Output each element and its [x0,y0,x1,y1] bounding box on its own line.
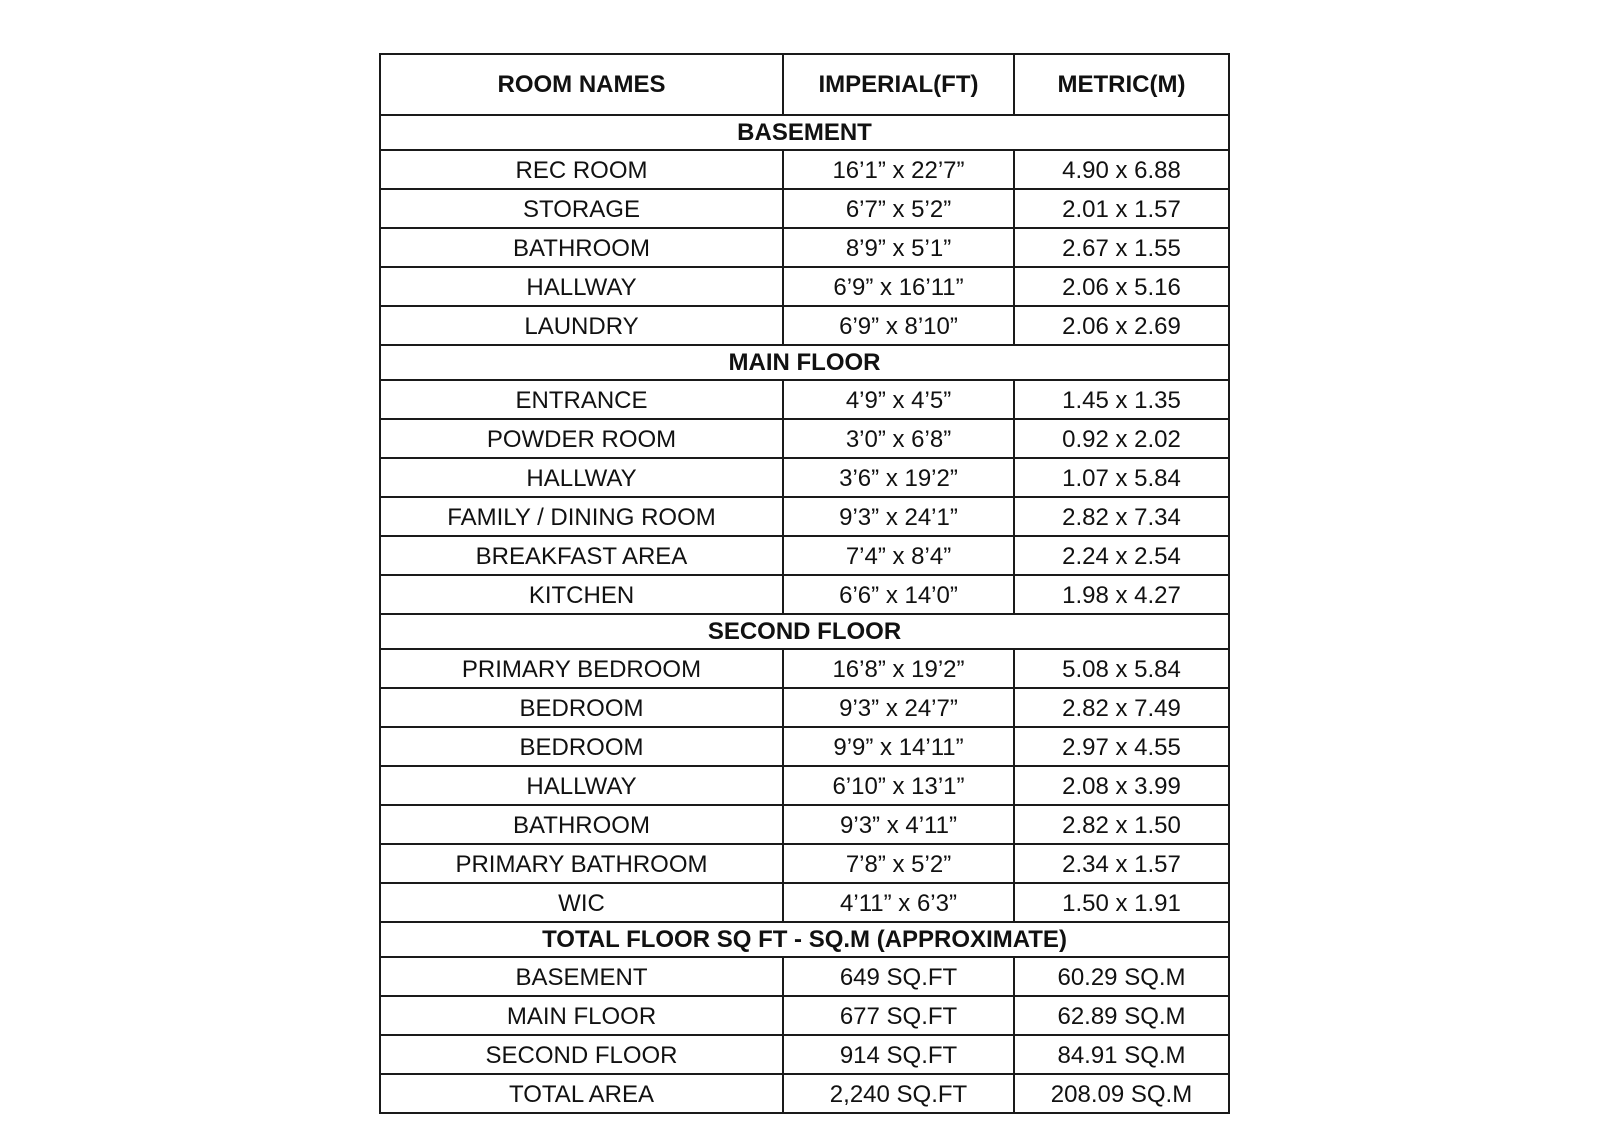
room-name-cell: FAMILY / DINING ROOM [380,497,783,536]
table-row [380,419,1229,458]
room-name-cell: SECOND FLOOR [380,1035,783,1074]
table-row [380,306,1229,345]
imperial-cell: 9’9” x 14’11” [783,727,1014,766]
table-row [380,957,1229,996]
imperial-cell: 7’8” x 5’2” [783,844,1014,883]
table-row [380,805,1229,844]
room-name-cell: REC ROOM [380,150,783,189]
metric-cell: 1.98 x 4.27 [1014,575,1229,614]
metric-cell: 1.45 x 1.35 [1014,380,1229,419]
metric-cell: 84.91 SQ.M [1014,1035,1229,1074]
imperial-cell: 9’3” x 24’7” [783,688,1014,727]
section-title: TOTAL FLOOR SQ FT - SQ.M (APPROXIMATE) [380,922,1229,957]
imperial-cell: 3’6” x 19’2” [783,458,1014,497]
table-row [380,380,1229,419]
table-row [380,267,1229,306]
metric-cell: 5.08 x 5.84 [1014,649,1229,688]
imperial-cell: 3’0” x 6’8” [783,419,1014,458]
room-name-cell: BREAKFAST AREA [380,536,783,575]
table-row [380,727,1229,766]
metric-cell: 208.09 SQ.M [1014,1074,1229,1113]
imperial-cell: 16’8” x 19’2” [783,649,1014,688]
table-row [380,649,1229,688]
imperial-cell: 4’9” x 4’5” [783,380,1014,419]
metric-cell: 2.08 x 3.99 [1014,766,1229,805]
room-name-cell: PRIMARY BATHROOM [380,844,783,883]
room-name-cell: BEDROOM [380,727,783,766]
room-name-cell: ENTRANCE [380,380,783,419]
imperial-cell: 6’6” x 14’0” [783,575,1014,614]
metric-cell: 1.07 x 5.84 [1014,458,1229,497]
imperial-cell: 6’9” x 8’10” [783,306,1014,345]
header-imperial: IMPERIAL(FT) [783,54,1014,115]
imperial-cell: 7’4” x 8’4” [783,536,1014,575]
metric-cell: 2.06 x 5.16 [1014,267,1229,306]
section-row [380,115,1229,150]
room-name-cell: TOTAL AREA [380,1074,783,1113]
section-title: MAIN FLOOR [380,345,1229,380]
room-name-cell: HALLWAY [380,267,783,306]
metric-cell: 62.89 SQ.M [1014,996,1229,1035]
section-row [380,922,1229,957]
metric-cell: 2.34 x 1.57 [1014,844,1229,883]
metric-cell: 2.24 x 2.54 [1014,536,1229,575]
room-name-cell: BATHROOM [380,805,783,844]
table-row [380,497,1229,536]
section-title: SECOND FLOOR [380,614,1229,649]
imperial-cell: 16’1” x 22’7” [783,150,1014,189]
table-row [380,688,1229,727]
imperial-cell: 4’11” x 6’3” [783,883,1014,922]
room-name-cell: STORAGE [380,189,783,228]
header-row [380,54,1229,115]
metric-cell: 2.97 x 4.55 [1014,727,1229,766]
table-row [380,844,1229,883]
table-row [380,575,1229,614]
table-row [380,1074,1229,1113]
room-name-cell: WIC [380,883,783,922]
imperial-cell: 9’3” x 4’11” [783,805,1014,844]
room-name-cell: LAUNDRY [380,306,783,345]
room-name-cell: MAIN FLOOR [380,996,783,1035]
section-row [380,614,1229,649]
room-name-cell: KITCHEN [380,575,783,614]
room-name-cell: PRIMARY BEDROOM [380,649,783,688]
table-row [380,189,1229,228]
metric-cell: 4.90 x 6.88 [1014,150,1229,189]
imperial-cell: 9’3” x 24’1” [783,497,1014,536]
room-name-cell: BEDROOM [380,688,783,727]
imperial-cell: 6’10” x 13’1” [783,766,1014,805]
metric-cell: 2.01 x 1.57 [1014,189,1229,228]
room-name-cell: HALLWAY [380,766,783,805]
room-dimensions-table [379,53,1230,1114]
section-title: BASEMENT [380,115,1229,150]
section-row [380,345,1229,380]
metric-cell: 2.82 x 7.34 [1014,497,1229,536]
table-row [380,228,1229,267]
imperial-cell: 6’7” x 5’2” [783,189,1014,228]
room-name-cell: BATHROOM [380,228,783,267]
imperial-cell: 649 SQ.FT [783,957,1014,996]
header-metric: METRIC(M) [1014,54,1229,115]
imperial-cell: 677 SQ.FT [783,996,1014,1035]
header-room-names: ROOM NAMES [380,54,783,115]
imperial-cell: 6’9” x 16’11” [783,267,1014,306]
metric-cell: 1.50 x 1.91 [1014,883,1229,922]
imperial-cell: 914 SQ.FT [783,1035,1014,1074]
metric-cell: 2.67 x 1.55 [1014,228,1229,267]
table-body [380,115,1229,1113]
room-name-cell: HALLWAY [380,458,783,497]
table-row [380,536,1229,575]
metric-cell: 2.82 x 1.50 [1014,805,1229,844]
metric-cell: 2.82 x 7.49 [1014,688,1229,727]
room-name-cell: POWDER ROOM [380,419,783,458]
table-header [380,54,1229,115]
table-row [380,458,1229,497]
table-row [380,883,1229,922]
imperial-cell: 2,240 SQ.FT [783,1074,1014,1113]
table-row [380,766,1229,805]
imperial-cell: 8’9” x 5’1” [783,228,1014,267]
table-row [380,150,1229,189]
metric-cell: 0.92 x 2.02 [1014,419,1229,458]
metric-cell: 2.06 x 2.69 [1014,306,1229,345]
room-name-cell: BASEMENT [380,957,783,996]
metric-cell: 60.29 SQ.M [1014,957,1229,996]
table-row [380,996,1229,1035]
table-row [380,1035,1229,1074]
